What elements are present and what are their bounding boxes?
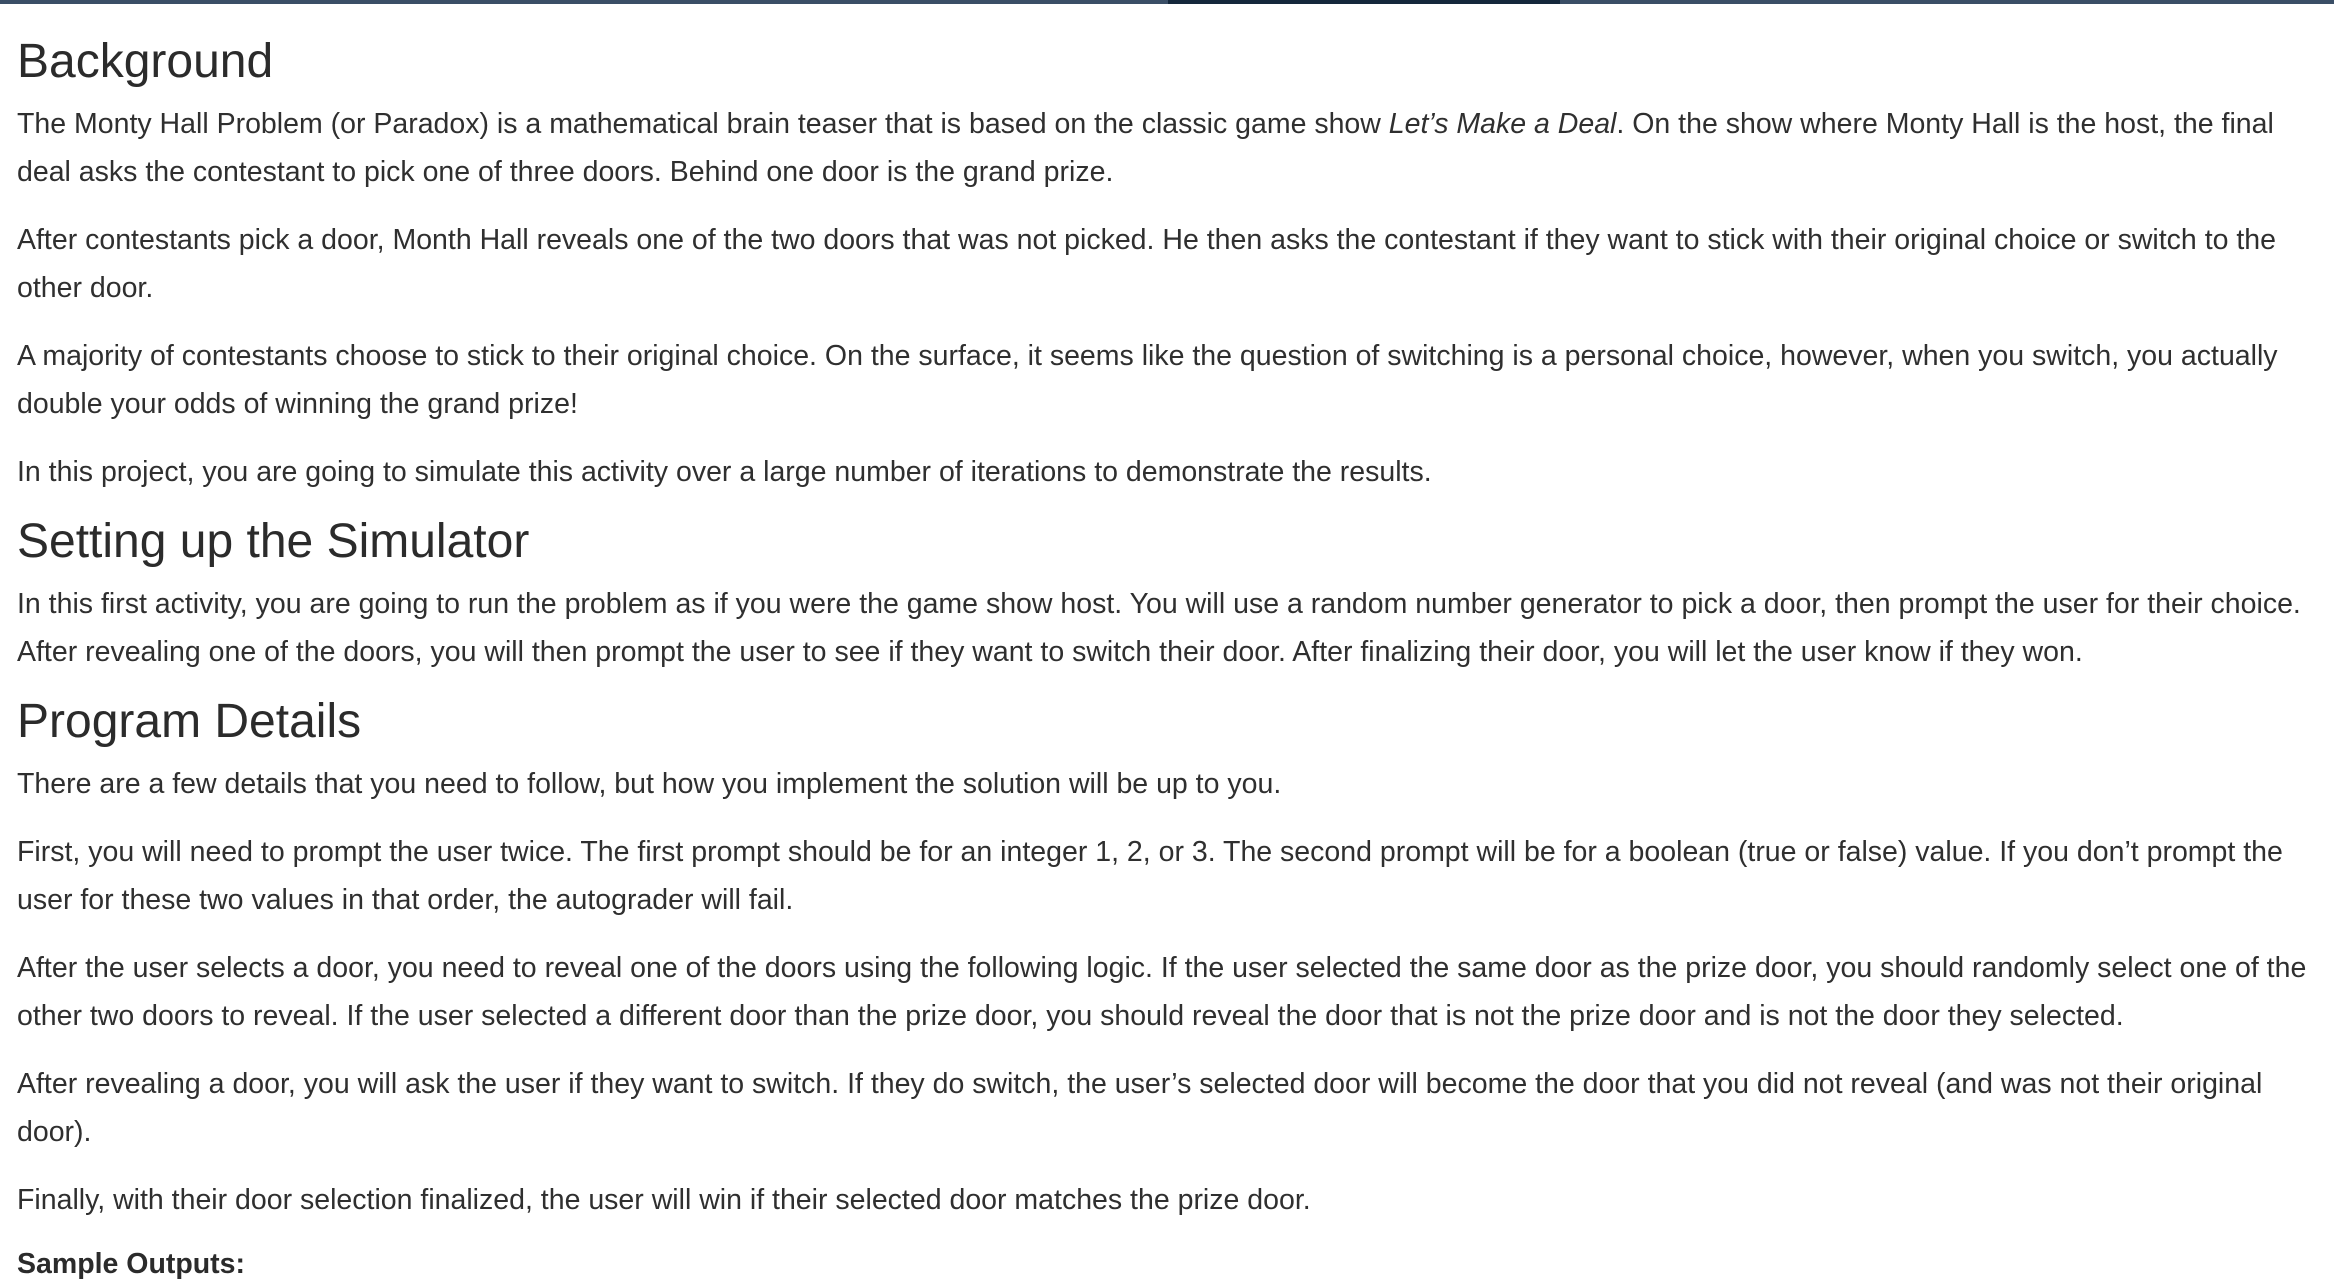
sample-outputs-label: Sample Outputs: bbox=[17, 1248, 246, 1280]
heading-setup: Setting up the Simulator bbox=[17, 515, 530, 568]
program-paragraph-1: There are a few details that you need to follow, but how you implement the solution will be up to you. bbox=[17, 768, 1282, 800]
program-paragraph-4: After revealing a door, you will ask the user if they want to switch. If they do switch, the user’s selected door will become the door that you did not reveal (and was not their original door). bbox=[17, 1068, 2263, 1148]
setup-paragraph-1: In this first activity, you are going to run the problem as if you were the game show host. You will use a random number generator to pick a door, then prompt the user for their choice. After revealing one of the doors, you will then prompt the user to see if they want to switch their door. After finalizing their door, you will let the user know if they won. bbox=[17, 588, 2301, 668]
reading-progress-bar bbox=[0, 0, 2334, 4]
background-p1-text-end: . On the show where Monty Hall is the host, the final deal asks the contestant to pick one of three doors. Behind one door is the grand prize. bbox=[17, 108, 2274, 188]
background-paragraph-1 bbox=[17, 100, 2327, 196]
background-paragraph-3: A majority of contestants choose to stick to their original choice. On the surface, it seems like the question of switching is a personal choice, however, when you switch, you actually double your odds of winning the grand prize! bbox=[17, 340, 2278, 420]
background-paragraph-4: In this project, you are going to simulate this activity over a large number of iterations to demonstrate the results. bbox=[17, 456, 1432, 488]
show-title: Let’s Make a Deal bbox=[1388, 108, 1617, 140]
program-paragraph-3: After the user selects a door, you need to reveal one of the doors using the following logic. If the user selected the same door as the prize door, you should randomly select one of the other two doors to reveal. If the user selected a different door than the prize door, you should reveal the door that is not the prize door and is not the door they selected. bbox=[17, 952, 2307, 1032]
background-paragraph-2: After contestants pick a door, Month Hall reveals one of the two doors that was not picked. He then asks the contestant if they want to stick with their original choice or switch to the other door. bbox=[17, 224, 2277, 304]
heading-background: Background bbox=[17, 35, 274, 88]
progress-indicator bbox=[1168, 0, 1560, 4]
article-content bbox=[17, 30, 2327, 1288]
program-paragraph-5: Finally, with their door selection finalized, the user will win if their selected door matches the prize door. bbox=[17, 1184, 1311, 1216]
heading-program-details: Program Details bbox=[17, 695, 362, 748]
program-paragraph-2: First, you will need to prompt the user twice. The first prompt should be for an integer 1, 2, or 3. The second prompt will be for a boolean (true or false) value. If you don’t prompt the user for these two values in that order, the autograder will fail. bbox=[17, 836, 2283, 916]
background-p1-text: The Monty Hall Problem (or Paradox) is a mathematical brain teaser that is based on the classic game show bbox=[17, 108, 1389, 140]
